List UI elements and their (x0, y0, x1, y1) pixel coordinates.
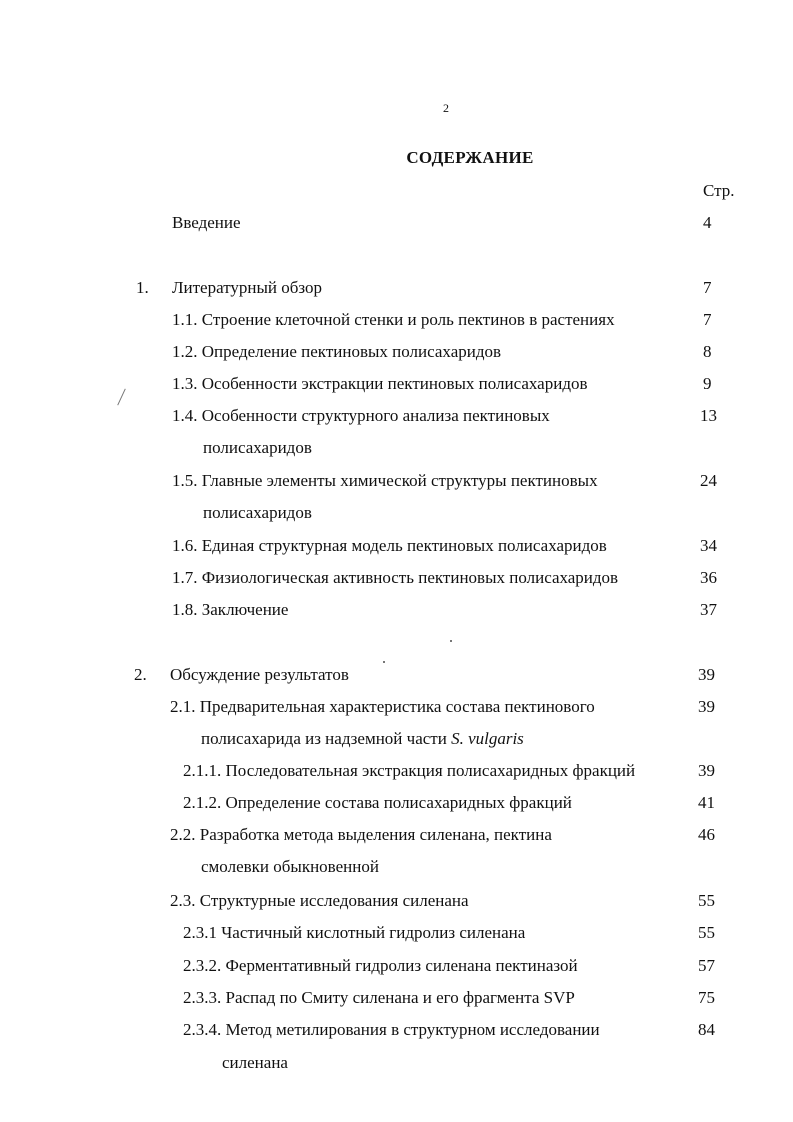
toc-entry-1-8: 1.8. Заключение (172, 600, 289, 619)
toc-page-1-1: 7 (703, 310, 712, 329)
toc-page-2-3-4: 84 (698, 1020, 715, 1039)
toc-entry-1-3: 1.3. Особенности экстракции пектиновых полисахаридов (172, 374, 588, 393)
toc-entry-1-1: 1.1. Строение клеточной стенки и роль пектинов в растениях (172, 310, 615, 329)
toc-page-2-1-1: 39 (698, 761, 715, 780)
toc-entry-1-6: 1.6. Единая структурная модель пектиновых полисахаридов (172, 536, 607, 555)
toc-page-1-3: 9 (703, 374, 712, 393)
toc-page-1-2: 8 (703, 342, 712, 361)
toc-entry-1-2: 1.2. Определение пектиновых полисахаридов (172, 342, 502, 361)
toc-page-1-5: 24 (700, 471, 717, 490)
toc-entry-2-3-3: 2.3.3. Распад по Смиту силенана и его фрагмента SVP (183, 988, 575, 1007)
toc-entry-2-1: 2.1. Предварительная характеристика состава пектинового (170, 697, 595, 716)
species-name: S. vulgaris (451, 729, 524, 748)
toc-entry-2-2: 2.2. Разработка метода выделения силенана, пектина (170, 825, 552, 844)
toc-entry-1-4: 1.4. Особенности структурного анализа пектиновых (172, 406, 550, 425)
scan-dot (450, 640, 452, 642)
toc-page-2-1: 39 (698, 697, 715, 716)
toc-entry-1-5-continuation: полисахаридов (203, 503, 312, 522)
toc-page-section-1: 7 (703, 278, 712, 297)
page-number: 2 (443, 101, 449, 115)
toc-entry-2-1-continuation-text: полисахарида из надземной части (201, 729, 452, 748)
toc-page-1-6: 34 (700, 536, 717, 555)
toc-section-number-2: 2. (134, 665, 147, 684)
toc-page-2-1-2: 41 (698, 793, 715, 812)
page-column-header: Стр. (703, 181, 735, 200)
toc-entry-2-1-1: 2.1.1. Последовательная экстракция полисахаридных фракций (183, 761, 636, 780)
toc-page-1-7: 36 (700, 568, 717, 587)
toc-entry-2-1-continuation (201, 729, 524, 749)
toc-entry-1-5: 1.5. Главные элементы химической структуры пектиновых (172, 471, 598, 490)
toc-entry-2-3-1: 2.3.1 Частичный кислотный гидролиз силенана (183, 923, 526, 942)
toc-entry-section-1: Литературный обзор (172, 278, 323, 297)
toc-page-2-3: 55 (698, 891, 715, 910)
toc-entry-introduction: Введение (172, 213, 241, 232)
toc-entry-2-2-continuation: смолевки обыкновенной (201, 857, 379, 876)
toc-entry-2-3-4: 2.3.4. Метод метилирования в структурном исследовании (183, 1020, 600, 1039)
toc-page-section-2: 39 (698, 665, 715, 684)
toc-entry-1-4-continuation: полисахаридов (203, 438, 312, 457)
scan-mark (117, 389, 126, 406)
toc-page-1-4: 13 (700, 406, 717, 425)
toc-page-2-3-1: 55 (698, 923, 715, 942)
toc-page-2-3-2: 57 (698, 956, 715, 975)
toc-entry-2-1-2: 2.1.2. Определение состава полисахаридных фракций (183, 793, 572, 812)
toc-section-number-1: 1. (136, 278, 149, 297)
page-title: СОДЕРЖАНИЕ (406, 148, 534, 167)
scan-dot (383, 661, 385, 663)
toc-page-introduction: 4 (703, 213, 712, 232)
toc-entry-2-3-4-continuation: силенана (222, 1053, 288, 1072)
toc-entry-1-7: 1.7. Физиологическая активность пектиновых полисахаридов (172, 568, 619, 587)
toc-entry-2-3-2: 2.3.2. Ферментативный гидролиз силенана пектиназой (183, 956, 578, 975)
toc-page-2-3-3: 75 (698, 988, 715, 1007)
toc-entry-section-2: Обсуждение результатов (170, 665, 349, 684)
toc-page-2-2: 46 (698, 825, 715, 844)
toc-entry-2-3: 2.3. Структурные исследования силенана (170, 891, 469, 910)
toc-page-1-8: 37 (700, 600, 717, 619)
